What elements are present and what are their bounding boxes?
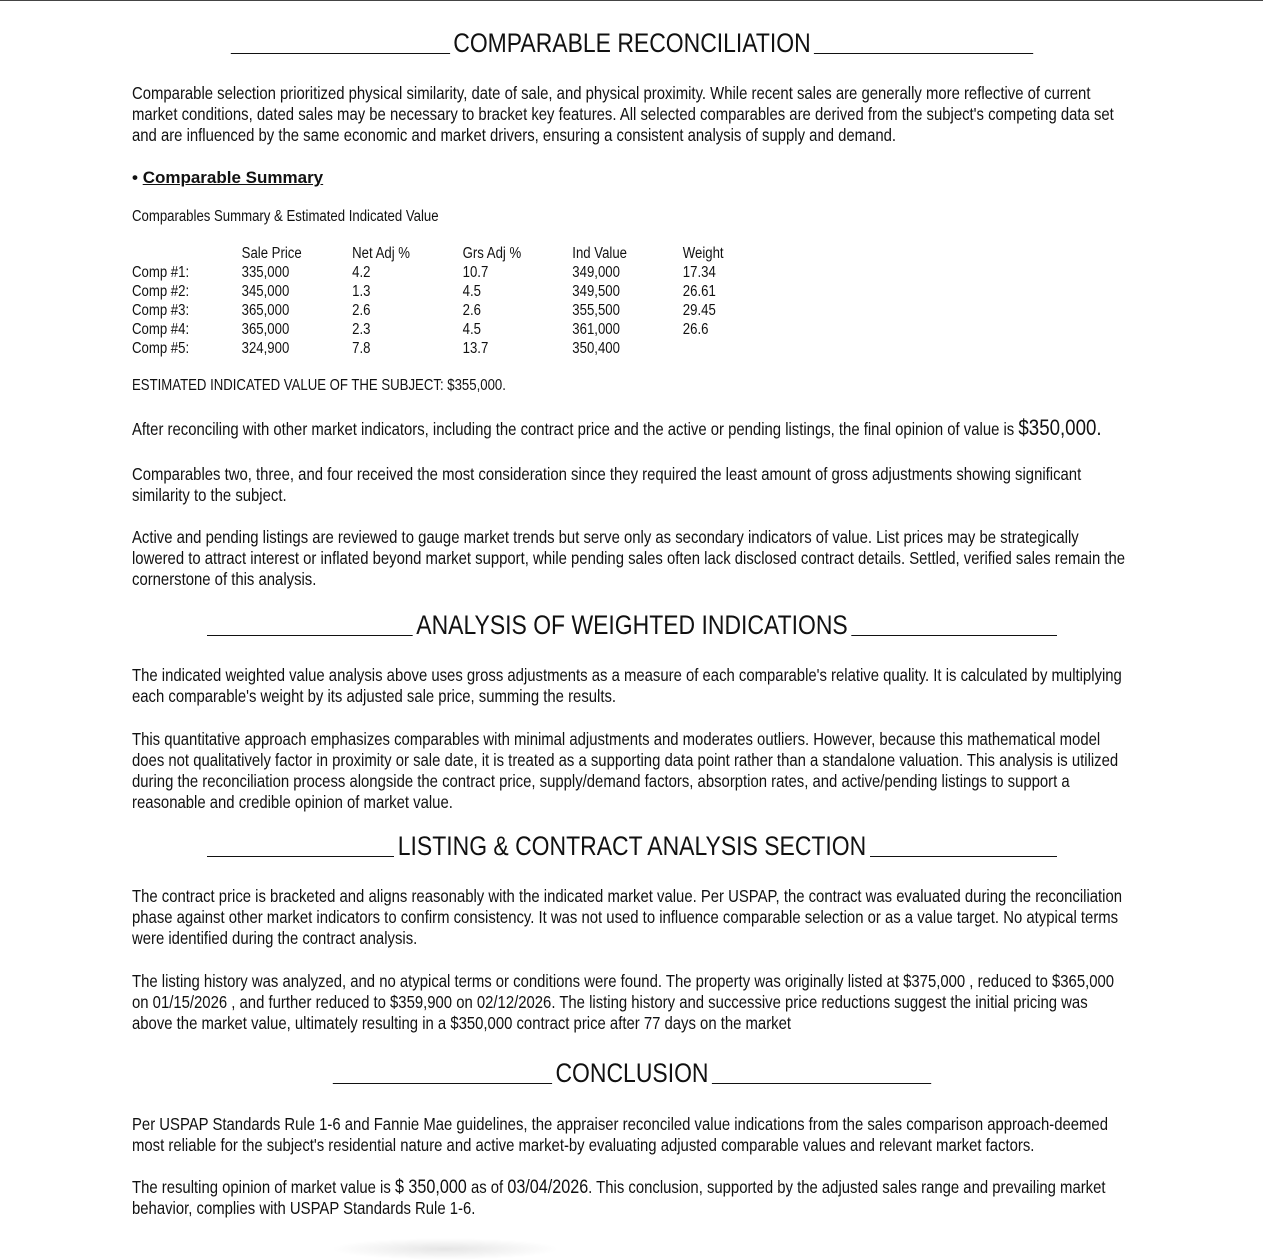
- heading-rule-left: [207, 635, 413, 636]
- cell-ind-value: 361,000: [572, 321, 620, 338]
- page-shadow: [330, 1238, 560, 1260]
- comparable-summary-title: Comparable Summary: [142, 168, 324, 187]
- conclusion-value: $ 350,000: [394, 1177, 467, 1198]
- final-opinion-paragraph: [132, 417, 1131, 440]
- cell-ind-value: 355,500: [572, 302, 620, 319]
- listing-paragraph-1: The contract price is bracketed and aligns reasonably with the indicated market value. Per USPAP, the contract was evaluated during the reconciliation phase against other market indicators to confirm consistency. It was not used to influence comparable selection or as a value target. No atypical terms were identified during the contract analysis.: [132, 886, 1123, 948]
- cell-weight: [683, 339, 751, 358]
- cell-weight: 17.34: [682, 264, 716, 281]
- heading-rule-left: [207, 856, 394, 857]
- weighted-paragraph-1: The indicated weighted value analysis above uses gross adjustments as a measure of each comparable's relative quality. It is calculated by multiplying each comparable's weight by its adjusted sale price, summing the results.: [132, 665, 1122, 706]
- listing-paragraph-2: The listing history was analyzed, and no atypical terms or conditions were found. The property was originally listed at $375,000 , reduced to $365,000 on 01/15/2026 , and further reduced to $359,900 on 02/12/2026. The listing history and successive price reductions suggest the initial pricing was above the market value, ultimately resulting in a $350,000 contract price after 77 days on the market: [132, 971, 1115, 1033]
- comp-label: Comp #2:: [132, 283, 190, 300]
- table-header-row: [132, 244, 751, 263]
- column-header-sale-price: Sale Price: [241, 245, 302, 262]
- cell-ind-value: 349,000: [572, 264, 620, 281]
- cell-ind-value: 349,500: [572, 283, 620, 300]
- top-border: [0, 0, 1263, 1]
- section-heading-conclusion: [207, 1058, 1057, 1088]
- heading-title: ANALYSIS OF WEIGHTED INDICATIONS: [416, 610, 848, 640]
- conclusion-text-b: as of: [470, 1177, 504, 1197]
- cell-sale-price: 345,000: [241, 283, 290, 300]
- comparables-table: [132, 244, 751, 358]
- final-opinion-value: $350,000.: [1018, 415, 1102, 440]
- heading-rule-right: [814, 53, 1033, 54]
- table-row: [132, 282, 751, 301]
- bullet: •: [132, 168, 138, 187]
- estimated-indicated-value: ESTIMATED INDICATED VALUE OF THE SUBJECT: $355,000.: [132, 377, 506, 394]
- heading-rule-left: [231, 53, 450, 54]
- cell-grs-adj: 13.7: [462, 340, 489, 357]
- heading-title: LISTING & CONTRACT ANALYSIS SECTION: [397, 831, 867, 861]
- table-row: [132, 263, 751, 282]
- conclusion-paragraph-1: Per USPAP Standards Rule 1-6 and Fannie Mae guidelines, the appraiser reconciled value indications from the sales comparison approach-deemed most reliable for the subject's residential nature and active market-by evaluating adjusted comparable values and relevant market factors.: [132, 1114, 1108, 1155]
- section-heading-weighted: [207, 610, 1057, 640]
- comparable-summary-heading: [132, 168, 323, 188]
- listings-note-paragraph: Active and pending listings are reviewed to gauge market trends but serve only as secondary indicators of value. List prices may be strategically lowered to attract interest or inflated beyond market support, while pending sales often lack disclosed contract details. Settled, verified sales remain the cornerstone of this analysis.: [132, 527, 1126, 589]
- cell-ind-value: 350,400: [572, 340, 620, 357]
- section-heading-reconciliation: [207, 28, 1057, 58]
- cell-net-adj: 1.3: [352, 283, 371, 300]
- conclusion-text-a: The resulting opinion of market value is: [132, 1177, 391, 1197]
- cell-grs-adj: 10.7: [462, 264, 489, 281]
- column-header-net-adj: Net Adj %: [352, 245, 411, 262]
- column-header: [132, 244, 242, 263]
- cell-weight: 26.61: [682, 283, 716, 300]
- heading-rule-right: [851, 635, 1057, 636]
- heading-rule-right: [870, 856, 1057, 857]
- table-row: [132, 301, 751, 320]
- column-header-ind-value: Ind Value: [572, 245, 628, 262]
- heading-rule-right: [712, 1083, 931, 1084]
- cell-grs-adj: 4.5: [462, 283, 481, 300]
- heading-rule-left: [333, 1083, 552, 1084]
- cell-weight: 26.6: [682, 321, 709, 338]
- consideration-paragraph: Comparables two, three, and four received the most consideration since they required the least amount of gross adjustments showing significant similarity to the subject.: [132, 464, 1082, 505]
- heading-title: COMPARABLE RECONCILIATION: [453, 28, 811, 58]
- final-opinion-text: After reconciling with other market indicators, including the contract price and the active or pending listings, the final opinion of value is: [132, 419, 1015, 439]
- conclusion-paragraph-2: [132, 1177, 1131, 1219]
- comp-label: Comp #5:: [132, 340, 190, 357]
- table-row: [132, 320, 751, 339]
- comp-label: Comp #1:: [132, 264, 190, 281]
- table-row: [132, 339, 751, 358]
- cell-net-adj: 7.8: [352, 340, 371, 357]
- cell-sale-price: 335,000: [241, 264, 290, 281]
- cell-grs-adj: 4.5: [462, 321, 481, 338]
- cell-net-adj: 2.6: [352, 302, 371, 319]
- cell-sale-price: 365,000: [241, 302, 290, 319]
- conclusion-date: 03/04/2026: [507, 1177, 589, 1198]
- reconciliation-intro: Comparable selection prioritized physical similarity, date of sale, and physical proximity. While recent sales are generally more reflective of current market conditions, dated sales may be necessary to bracket key features. All selected comparables are derived from the subject's competing data set and are influenced by the same economic and market drivers, ensuring a consistent analysis of supply and demand.: [132, 83, 1114, 145]
- table-caption: Comparables Summary & Estimated Indicated Value: [132, 208, 439, 225]
- cell-sale-price: 365,000: [241, 321, 290, 338]
- comp-label: Comp #4:: [132, 321, 190, 338]
- column-header-weight: Weight: [682, 245, 724, 262]
- cell-grs-adj: 2.6: [462, 302, 481, 319]
- cell-weight: 29.45: [682, 302, 716, 319]
- cell-sale-price: 324,900: [241, 340, 290, 357]
- weighted-paragraph-2: This quantitative approach emphasizes comparables with minimal adjustments and moderates outliers. However, because this mathematical model does not qualitatively factor in proximity or sale date, it is treated as a supporting data point rather than a standalone valuation. This analysis is utilized during the reconciliation process alongside the contract price, supply/demand factors, absorption rates, and active/pending listings to support a reasonable and credible opinion of market value.: [132, 729, 1119, 812]
- conclusion-text-c: . This conclusion, supported by the adjusted sales range and prevailing market behavior, complies with USPAP Standards Rule 1-6.: [132, 1177, 1106, 1218]
- cell-net-adj: 2.3: [352, 321, 371, 338]
- cell-net-adj: 4.2: [352, 264, 371, 281]
- heading-title: CONCLUSION: [555, 1058, 709, 1088]
- comp-label: Comp #3:: [132, 302, 190, 319]
- section-heading-listing: [207, 831, 1057, 861]
- column-header-grs-adj: Grs Adj %: [462, 245, 522, 262]
